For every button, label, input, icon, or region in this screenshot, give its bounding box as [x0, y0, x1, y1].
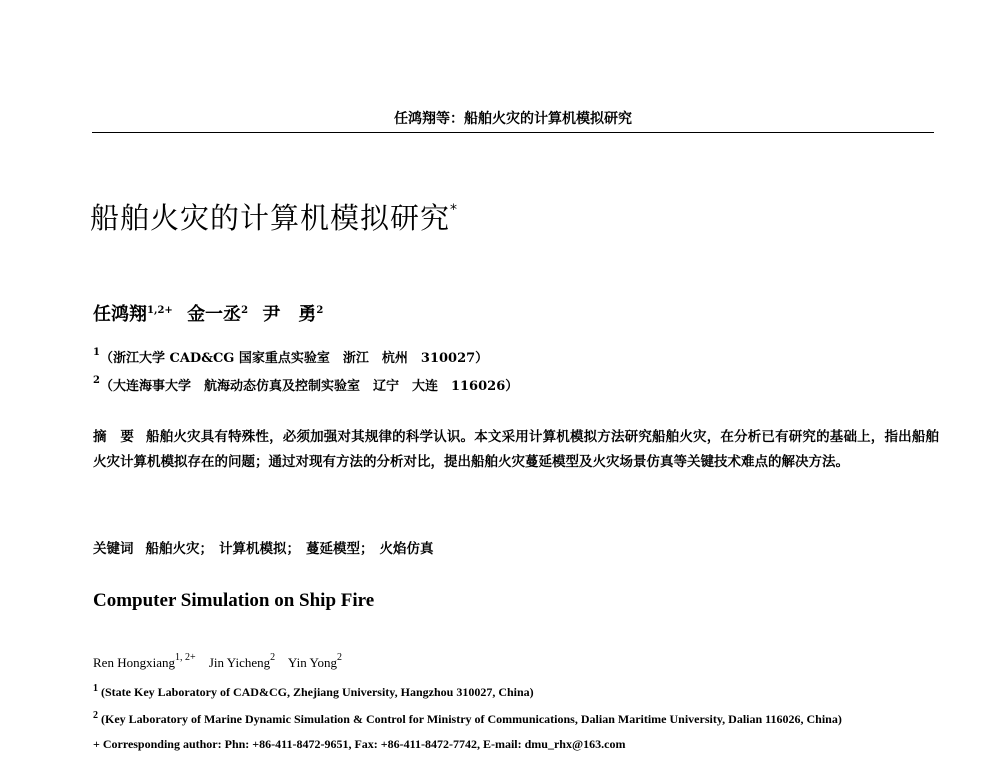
affiliation-cn-2 — [93, 375, 518, 394]
author-en-sup: 2 — [270, 652, 276, 663]
author-en-2 — [208, 652, 276, 670]
author-cn-sup: 1,2+ — [147, 305, 173, 316]
affiliation-text: （大连海事大学 航海动态仿真及控制实验室 辽宁 大连 116026） — [99, 379, 519, 394]
affiliation-text: (Key Laboratory of Marine Dynamic Simulation & Control for Ministry of Communications, Dalian Maritime University, Dalian 116026, China) — [101, 712, 842, 726]
affiliation-sup: 1 — [93, 683, 98, 694]
author-cn-name: 任鸿翔 — [93, 304, 147, 325]
affiliation-text: (State Key Laboratory of CAD&CG, Zhejiang University, Hangzhou 310027, China) — [101, 685, 534, 699]
keywords — [93, 537, 434, 557]
author-cn-1 — [93, 304, 173, 325]
keyword: 蔓延模型； — [306, 541, 374, 557]
abstract-text: 船舶火灾具有特殊性，必须加强对其规律的科学认识。本文采用计算机模拟方法研究船舶火灾，在分析已有研究的基础上，指出船舶火灾计算机模拟存在的问题；通过对现有方法的分析对比，提出船舶火灾蔓延模型及火灾场景仿真等关键技术难点的解决方法。 — [93, 429, 940, 470]
author-cn-sup: 2 — [316, 305, 324, 316]
author-en-name: Jin Yicheng — [208, 655, 271, 670]
abstract-label: 摘 要 — [93, 429, 135, 445]
chinese-title — [90, 196, 458, 237]
affiliation-cn-1 — [93, 347, 488, 366]
author-cn-2 — [187, 304, 248, 325]
chinese-title-text: 船舶火灾的计算机模拟研究 — [90, 201, 451, 235]
author-cn-name: 尹 勇 — [262, 304, 317, 325]
affiliation-sup: 1 — [93, 347, 100, 358]
author-cn-sup: 2 — [241, 305, 249, 316]
keyword: 船舶火灾； — [145, 541, 213, 557]
affiliation-text: （浙江大学 CAD&CG 国家重点实验室 浙江 杭州 310027） — [99, 351, 489, 366]
affiliation-en-2 — [93, 710, 842, 727]
author-en-3 — [287, 652, 343, 670]
keyword: 计算机模拟； — [219, 541, 300, 557]
affiliation-en-1 — [93, 683, 534, 700]
author-cn-3 — [262, 304, 323, 325]
corresponding-author: + Corresponding author: Phn: +86-411-8472-9651, Fax: +86-411-8472-7742, E-mail: dmu_rhx@163.com — [93, 737, 626, 751]
abstract — [93, 425, 939, 475]
english-authors — [93, 652, 352, 671]
chinese-authors — [93, 300, 331, 326]
english-title: Computer Simulation on Ship Fire — [93, 590, 375, 611]
author-en-sup: 2 — [337, 652, 343, 663]
affiliation-sup: 2 — [93, 710, 98, 721]
author-en-name: Ren Hongxiang — [93, 655, 175, 670]
author-cn-name: 金一丞 — [187, 304, 242, 325]
title-footnote-mark: * — [450, 202, 459, 218]
running-header: 任鸿翔等：船舶火灾的计算机模拟研究 — [92, 108, 934, 133]
keywords-label: 关键词 — [93, 541, 134, 557]
author-en-1 — [93, 652, 196, 670]
author-en-sup: 1, 2+ — [174, 652, 196, 663]
affiliation-sup: 2 — [93, 375, 100, 386]
author-en-name: Yin Yong — [287, 655, 338, 670]
keyword: 火焰仿真 — [379, 541, 434, 557]
